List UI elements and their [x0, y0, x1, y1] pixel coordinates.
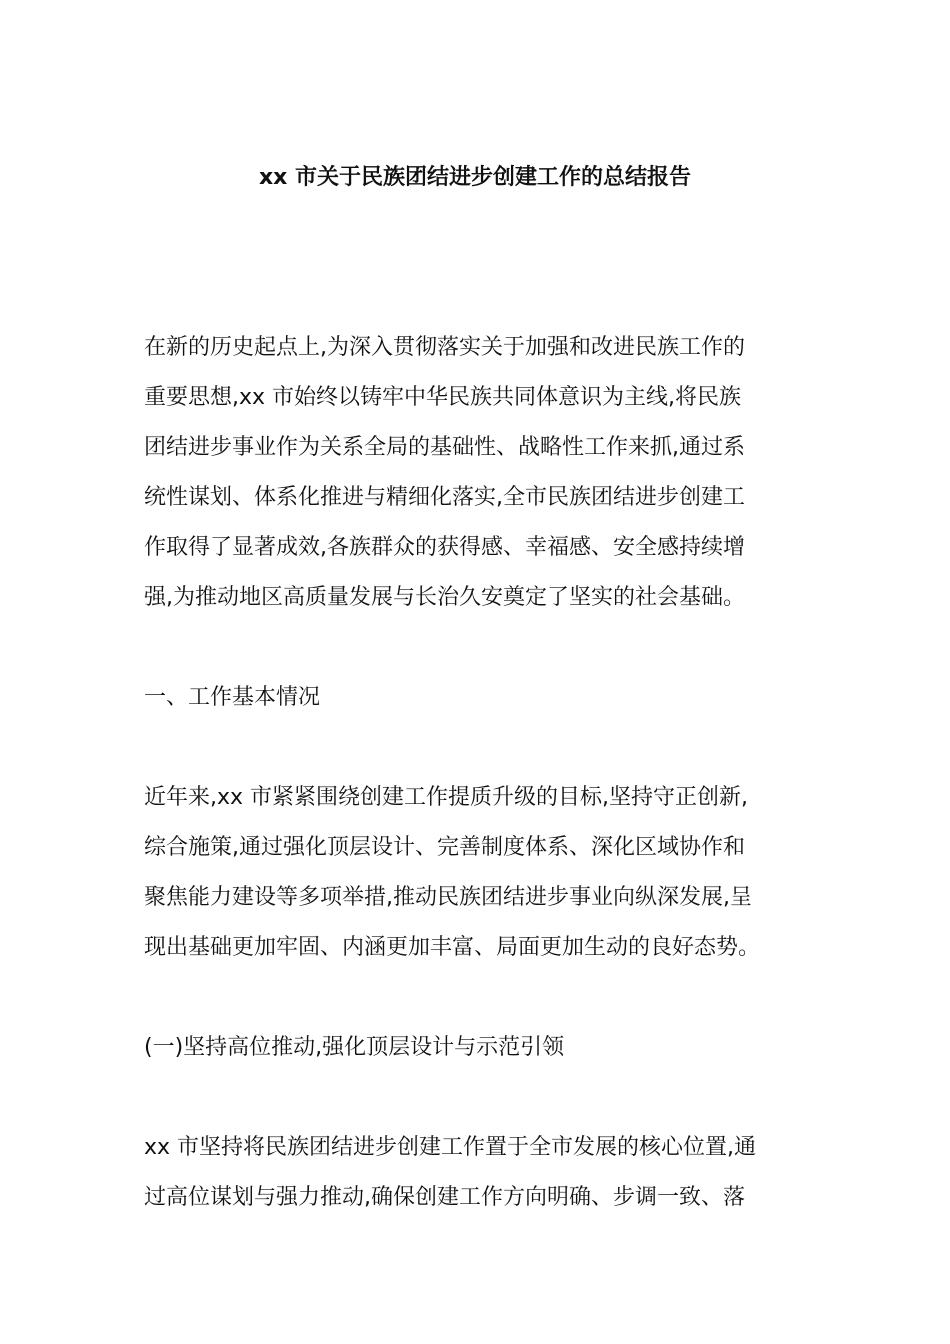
intro-paragraph	[144, 323, 808, 623]
paragraph-line: 团结进步事业作为关系全局的基础性、战略性工作来抓,通过系	[144, 435, 745, 460]
section-paragraph	[144, 773, 808, 973]
paragraph-line: 统性谋划、体系化推进与精细化落实,全市民族团结进步创建工	[144, 485, 745, 510]
paragraph-line: 作取得了显著成效,各族群众的获得感、幸福感、安全感持续增	[144, 535, 745, 560]
paragraph-line: 近年来,xx 市紧紧围绕创建工作提质升级的目标,坚持守正创新,	[144, 785, 749, 810]
paragraph-line: 重要思想,xx 市始终以铸牢中华民族共同体意识为主线,将民族	[144, 385, 742, 410]
section-heading-text: 一、工作基本情况	[144, 685, 321, 710]
paragraph-line: 聚焦能力建设等多项举措,推动民族团结进步事业向纵深发展,呈	[144, 885, 752, 910]
section-heading	[144, 673, 808, 723]
paragraph-line: 综合施策,通过强化顶层设计、完善制度体系、深化区域协作和	[144, 835, 745, 860]
document-title: xx 市关于民族团结进步创建工作的总结报告	[258, 165, 692, 190]
paragraph-line: 强,为推动地区高质量发展与长治久安奠定了坚实的社会基础。	[144, 585, 745, 610]
subsection-heading-text: (一)坚持高位推动,强化顶层设计与示范引领	[144, 1035, 565, 1060]
paragraph-line: xx 市坚持将民族团结进步创建工作置于全市发展的核心位置,通	[144, 1135, 757, 1160]
subsection-heading	[144, 1023, 808, 1073]
subsection-paragraph	[144, 1123, 808, 1223]
paragraph-line: 在新的历史起点上,为深入贯彻落实关于加强和改进民族工作的	[144, 335, 745, 360]
paragraph-line: 过高位谋划与强力推动,确保创建工作方向明确、步调一致、落	[144, 1185, 745, 1210]
paragraph-line: 现出基础更加牢固、内涵更加丰富、局面更加生动的良好态势。	[144, 935, 761, 960]
